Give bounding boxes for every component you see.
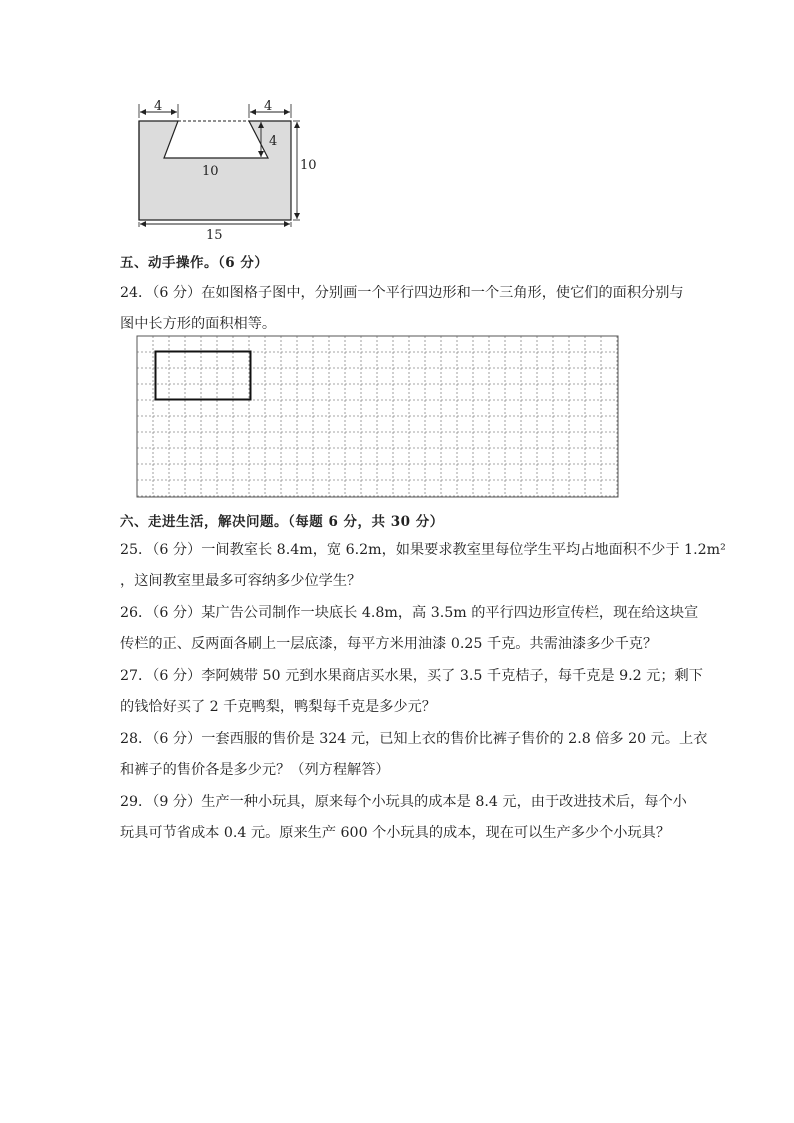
q28-line2: 和裤子的售价各是多少元？（列方程解答） [120,762,390,778]
q28-line1: 28．（6 分）一套西服的售价是 324 元，已知上衣的售价比裤子售价的 2.8 倍多 20 元。上衣 [120,731,708,747]
q24-line2: 图中长方形的面积相等。 [120,316,277,332]
grid-border [137,336,618,497]
q29-line1: 29．（9 分）生产一种小玩具，原来每个小玩具的成本是 8.4 元，由于改进技术后，每个小 [120,794,687,810]
given-rectangle [156,352,251,400]
shaded-region-figure [120,96,320,242]
q27-line1: 27．（6 分）李阿姨带 50 元到水果商店买水果，买了 3.5 千克桔子，每千克是 9.2 元；剩下 [120,668,703,684]
q26-line2: 传栏的正、反两面各刷上一层底漆，每平方米用油漆 0.25 千克。共需油漆多少千克？ [120,636,658,652]
q25-line1: 25．（6 分）一间教室长 8.4m，宽 6.2m，如果要求教室里每位学生平均占地面积不少于 1.2m² [120,542,726,558]
grid-figure [136,335,620,499]
section-5-title: 五、动手操作。（6 分） [120,255,269,271]
q26-line1: 26．（6 分）某广告公司制作一块底长 4.8m，高 3.5m 的平行四边形宣传栏，现在给这块宣 [120,605,699,621]
q25-line2: ，这间教室里最多可容纳多少位学生？ [120,573,362,589]
section-6-title: 六、走进生活，解决问题。（每题 6 分，共 30 分） [120,514,444,530]
dim-label-notch-height: 4 [269,134,278,149]
dim-label-top-right: 4 [264,99,273,114]
q27-line2: 的钱恰好买了 2 千克鸭梨，鸭梨每千克是多少元？ [120,699,436,715]
dim-label-right-height: 10 [300,158,317,173]
dim-label-top-left: 4 [154,99,163,114]
q29-line2: 玩具可节省成本 0.4 元。原来生产 600 个小玩具的成本，现在可以生产多少个小玩具？ [120,825,671,841]
q24-line1: 24．（6 分）在如图格子图中，分别画一个平行四边形和一个三角形，使它们的面积分别与 [120,285,684,301]
dim-label-bottom-width: 15 [206,228,223,242]
dim-label-notch-bottom: 10 [202,164,219,179]
